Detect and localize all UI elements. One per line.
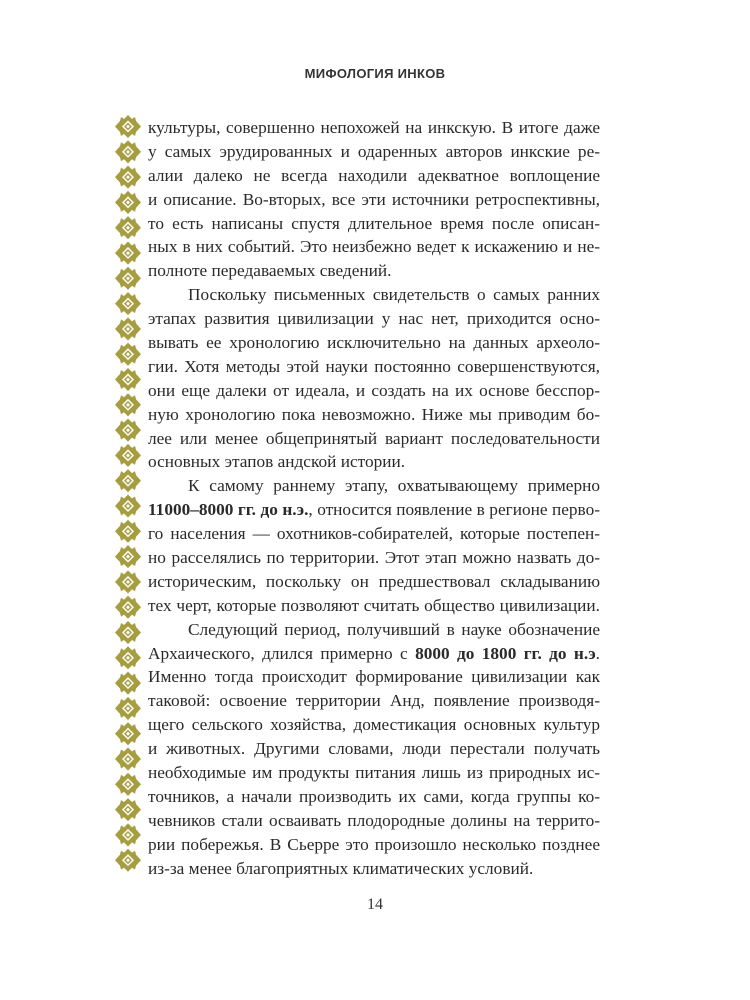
text-segment: Архаического, длился примерно с [148, 643, 416, 663]
text-line: но расселялись по территории. Этот этап можно назвать до- [148, 548, 600, 568]
text-line: у самых эрудированных и одаренных авторов инкские ре- [148, 141, 600, 161]
page-number: 14 [367, 896, 383, 913]
text-line: и животных. Другими словами, люди перестали получать [148, 739, 600, 759]
text-line: лее или менее общепринятый вариант последовательности [148, 428, 600, 448]
text-line: гии. Хотя методы этой науки постоянно совершенствуются, [148, 356, 600, 376]
text-segment: , относится появление в регионе перво- [308, 500, 600, 520]
text-line: тех черт, которые позволяют считать общество цивилизации. [148, 595, 600, 615]
text-line: полноте передаваемых сведений. [148, 261, 392, 281]
text-line: вывать ее хронологию исключительно на данных археоло- [148, 333, 600, 353]
bold-date-range: 8000 до 1800 гг. до н.э [415, 643, 596, 663]
text-line: алии далеко не всегда находили адекватное воплощение [148, 165, 600, 185]
text-line: ную хронологию пока невозможно. Ниже мы приводим бо- [148, 404, 600, 424]
text-line: рии побережья. В Сьерре это произошло несколько позднее [148, 834, 600, 854]
text-segment: . [595, 643, 600, 663]
text-line: Именно тогда происходит формирование цивилизации как [148, 667, 600, 687]
text-line: они еще далеки от идеала, и создать на их основе бесспор- [148, 380, 600, 400]
text-line: из-за менее благоприятных климатических условий. [148, 858, 534, 878]
running-header: МИФОЛОГИЯ ИНКОВ [304, 66, 446, 81]
text-line: щего сельского хозяйства, доместикация основных культур [148, 715, 600, 735]
text-line: точников, а начали производить их сами, когда группы ко- [148, 786, 600, 806]
bold-date-range: 11000–8000 гг. до н.э. [148, 500, 309, 520]
text-line: этапах развития цивилизации у нас нет, приходится осно- [148, 309, 600, 329]
andean-diamond-ornament-icon [114, 114, 142, 874]
text-line: культуры, совершенно непохожей на инкскую. В итоге даже [148, 118, 600, 137]
text-line [148, 642, 600, 666]
text-line: Поскольку письменных свидетельств о самых ранних [188, 285, 600, 305]
text-line: ных в них событий. Это неизбежно ведет к искажению и не- [148, 237, 600, 257]
text-line: то есть написаны спустя длительное время после описан- [148, 213, 600, 233]
text-line: историческим, поскольку он предшествовал складыванию [148, 571, 600, 591]
text-line: Следующий период, получивший в науке обозначение [188, 619, 600, 639]
text-line: К самому раннему этапу, охватывающему примерно [188, 476, 600, 496]
body-text [148, 116, 600, 881]
text-line: го населения — охотников-собирателей, которые постепен- [148, 524, 600, 544]
text-line: основных этапов андской истории. [148, 452, 406, 472]
text-line: таковой: освоение территории Анд, появление производя- [148, 691, 600, 711]
text-line: чевников стали осваивать плодородные долины на террито- [148, 810, 600, 830]
text-line: необходимые им продукты питания лишь из природных ис- [148, 763, 600, 783]
text-line: и описание. Во-вторых, все эти источники ретроспективны, [148, 189, 600, 209]
text-line [148, 498, 600, 522]
